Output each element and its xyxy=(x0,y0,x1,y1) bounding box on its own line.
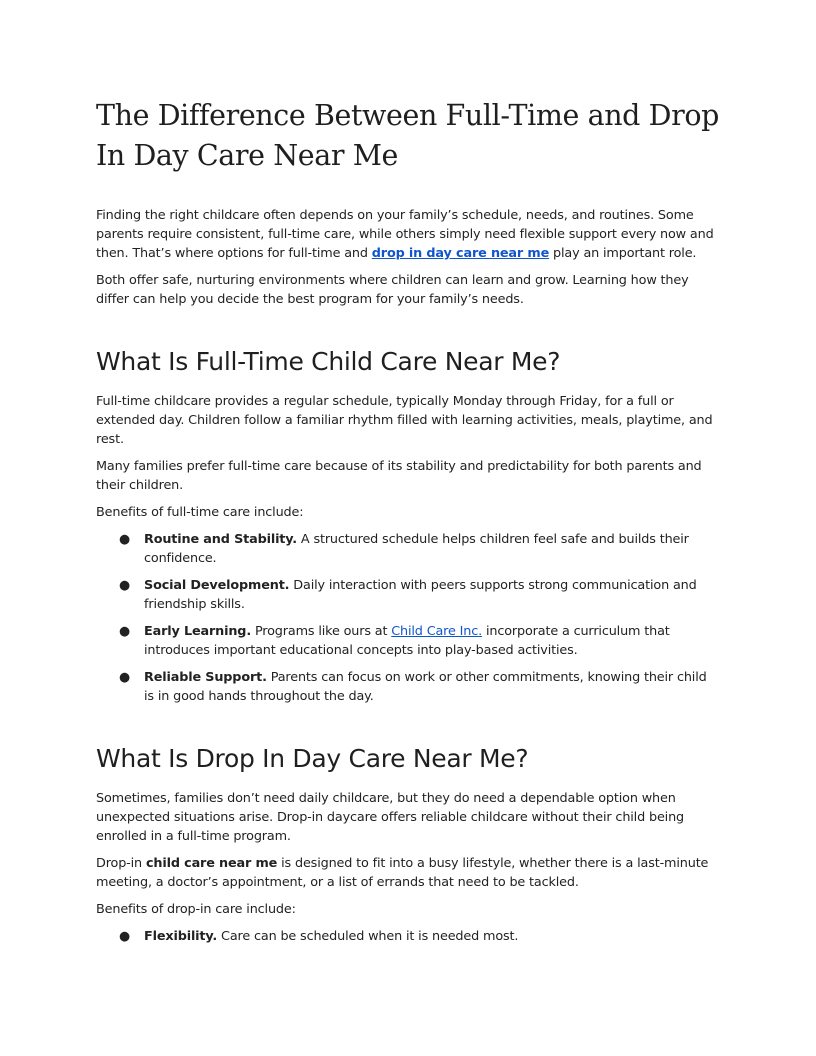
intro-paragraph-2: Both offer safe, nurturing environments where children can learn and grow. Learning how they differ can help you decide the best program for your family’s needs. xyxy=(96,273,689,307)
list-item xyxy=(96,668,720,706)
intro-text-before: Finding the right childcare often depends on your family’s schedule, needs, and routines. Some parents require consistent, full-time care, while others simply need flexible support every now and then. That’s where options for full-time and xyxy=(96,208,714,261)
bullet-icon: ● xyxy=(119,929,131,944)
benefit-title: Routine and Stability. xyxy=(144,532,297,547)
drop-in-text-before: Drop-in xyxy=(96,856,146,871)
list-item xyxy=(96,927,720,946)
benefit-text: Care can be scheduled when it is needed most. xyxy=(217,929,519,944)
drop-in-text-after: is designed to fit into a busy lifestyle, whether there is a last-minute meeting, a doctor’s appointment, or a list of errands that need to be tackled. xyxy=(96,856,709,890)
benefit-title: Flexibility. xyxy=(144,929,218,944)
benefit-title: Social Development. xyxy=(144,578,290,593)
page-title: The Difference Between Full-Time and Drop In Day Care Near Me xyxy=(96,99,719,172)
drop-in-bold-phrase: child care near me xyxy=(145,856,278,871)
drop-in-benefits-intro: Benefits of drop-in care include: xyxy=(96,902,296,917)
drop-in-day-care-link[interactable]: drop in day care near me xyxy=(371,246,550,261)
full-time-benefits-list xyxy=(96,530,720,706)
full-time-benefits-intro: Benefits of full-time care include: xyxy=(96,505,304,520)
child-care-inc-link[interactable]: Child Care Inc. xyxy=(391,624,483,639)
benefit-text: Daily interaction with peers supports strong communication and friendship skills. xyxy=(144,578,697,612)
list-item xyxy=(96,622,720,660)
bullet-icon: ● xyxy=(119,624,131,639)
benefit-text: incorporate a curriculum that introduces important educational concepts into play-based activities. xyxy=(144,624,670,658)
list-item xyxy=(96,530,720,568)
benefit-text-before: Programs like ours at xyxy=(251,624,392,639)
bullet-icon: ● xyxy=(119,578,131,593)
intro-paragraph-1 xyxy=(96,206,720,263)
section-heading-drop-in: What Is Drop In Day Care Near Me? xyxy=(96,744,529,773)
list-item xyxy=(96,576,720,614)
section-heading-full-time: What Is Full-Time Child Care Near Me? xyxy=(96,347,561,376)
benefit-text: Parents can focus on work or other commitments, knowing their child is in good hands throughout the day. xyxy=(144,670,707,704)
benefit-title: Early Learning. xyxy=(144,624,252,639)
full-time-paragraph-1: Full-time childcare provides a regular schedule, typically Monday through Friday, for a full or extended day. Children follow a familiar rhythm filled with learning activities, meals, playtime, and rest. xyxy=(96,394,713,447)
drop-in-paragraph-1: Sometimes, families don’t need daily childcare, but they do need a dependable option when unexpected situations arise. Drop-in daycare offers reliable childcare without their child being enrolled in a full-time program. xyxy=(96,791,685,844)
drop-in-benefits-list xyxy=(96,927,720,946)
benefit-text: A structured schedule helps children feel safe and builds their confidence. xyxy=(144,532,689,566)
bullet-icon: ● xyxy=(119,532,131,547)
intro-text-after: play an important role. xyxy=(549,246,697,261)
benefit-title: Reliable Support. xyxy=(144,670,267,685)
drop-in-paragraph-2 xyxy=(96,854,720,892)
full-time-paragraph-2: Many families prefer full-time care because of its stability and predictability for both parents and their children. xyxy=(96,459,702,493)
bullet-icon: ● xyxy=(119,670,131,685)
